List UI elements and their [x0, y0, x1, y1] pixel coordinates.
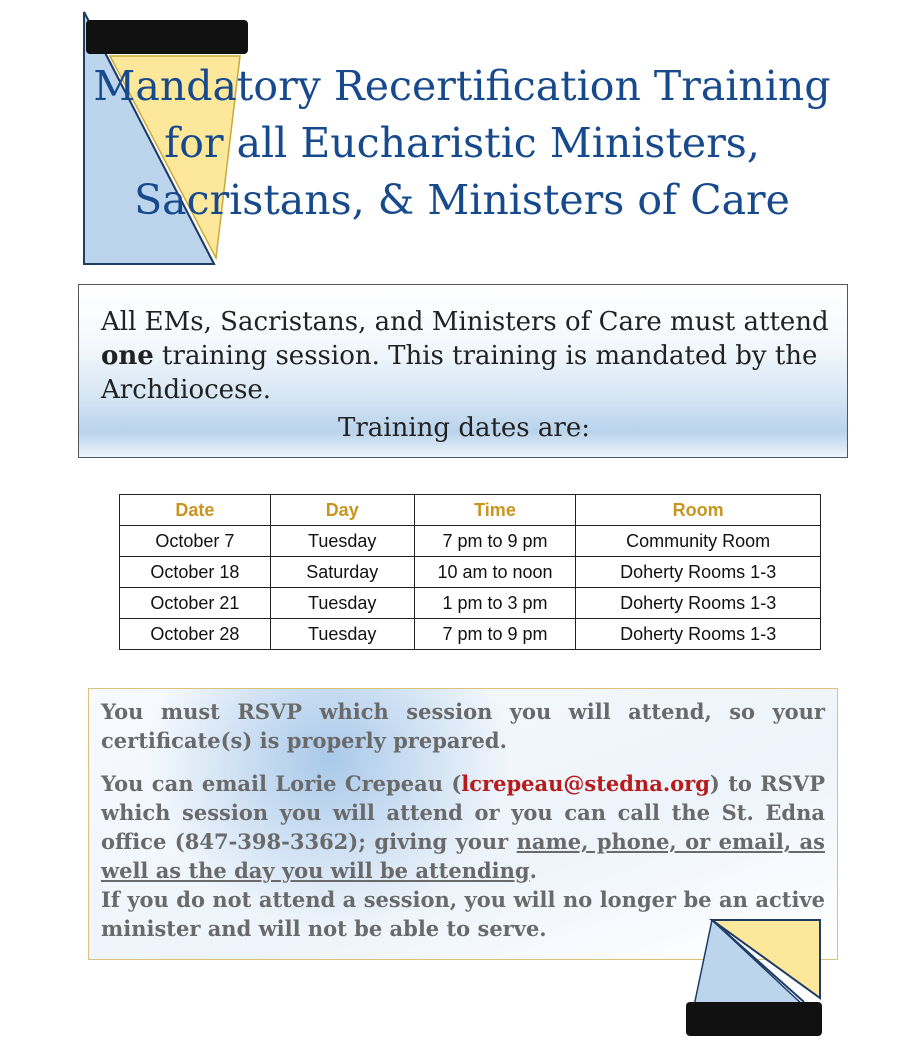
header-room: Room	[576, 495, 821, 526]
table-row	[120, 588, 821, 619]
title-line-1: Mandatory Recertification Training	[93, 62, 831, 110]
cell-date: October 28	[120, 619, 271, 650]
cell-time: 7 pm to 9 pm	[414, 619, 576, 650]
cell-room: Doherty Rooms 1-3	[576, 619, 821, 650]
email-link[interactable]: lcrepeau@stedna.org	[461, 771, 710, 796]
cell-room: Community Room	[576, 526, 821, 557]
header-date: Date	[120, 495, 271, 526]
cell-date: October 7	[120, 526, 271, 557]
training-dates-heading: Training dates are:	[338, 413, 590, 443]
schedule-table	[119, 494, 821, 650]
table-header-row	[120, 495, 821, 526]
cell-room: Doherty Rooms 1-3	[576, 557, 821, 588]
cell-date: October 18	[120, 557, 271, 588]
page-title	[40, 58, 884, 229]
rsvp-text	[101, 697, 825, 943]
rsvp-text-middle: ) to RSVP which session you will attend or you can call the St. Edna office (847-398-3362); giving your	[101, 771, 825, 854]
cell-time: 1 pm to 3 pm	[414, 588, 576, 619]
cell-day: Saturday	[270, 557, 414, 588]
intro-text-bold: one	[101, 341, 154, 371]
title-line-3: Sacristans, & Ministers of Care	[134, 176, 790, 224]
rsvp-paragraph-1: You must RSVP which session you will attend, so your certificate(s) is properly prepared.	[101, 699, 825, 753]
cell-date: October 21	[120, 588, 271, 619]
intro-text-start: All EMs, Sacristans, and Ministers of Care must attend	[101, 307, 829, 337]
table-row	[120, 526, 821, 557]
rsvp-paragraph-3: If you do not attend a session, you will no longer be an active minister and will not be able to serve.	[101, 887, 825, 941]
cell-room: Doherty Rooms 1-3	[576, 588, 821, 619]
title-line-2: for all Eucharistic Ministers,	[164, 119, 760, 167]
rsvp-underlined-text: name, phone, or email, as well as the day you will be attending	[101, 829, 825, 883]
cell-day: Tuesday	[270, 526, 414, 557]
cell-time: 7 pm to 9 pm	[414, 526, 576, 557]
rsvp-text-start: You can email Lorie Crepeau (	[101, 771, 462, 796]
cell-day: Tuesday	[270, 619, 414, 650]
rsvp-text-end: .	[529, 858, 537, 883]
header-time: Time	[414, 495, 576, 526]
table-row	[120, 557, 821, 588]
intro-text-end: training session. This training is mandated by the Archdiocese.	[101, 341, 818, 405]
intro-text	[101, 305, 831, 407]
rsvp-paragraph-2	[101, 769, 825, 885]
intro-box	[78, 284, 848, 458]
cell-time: 10 am to noon	[414, 557, 576, 588]
table-row	[120, 619, 821, 650]
cell-day: Tuesday	[270, 588, 414, 619]
corner-decoration-bottom	[684, 916, 824, 1040]
header-day: Day	[270, 495, 414, 526]
